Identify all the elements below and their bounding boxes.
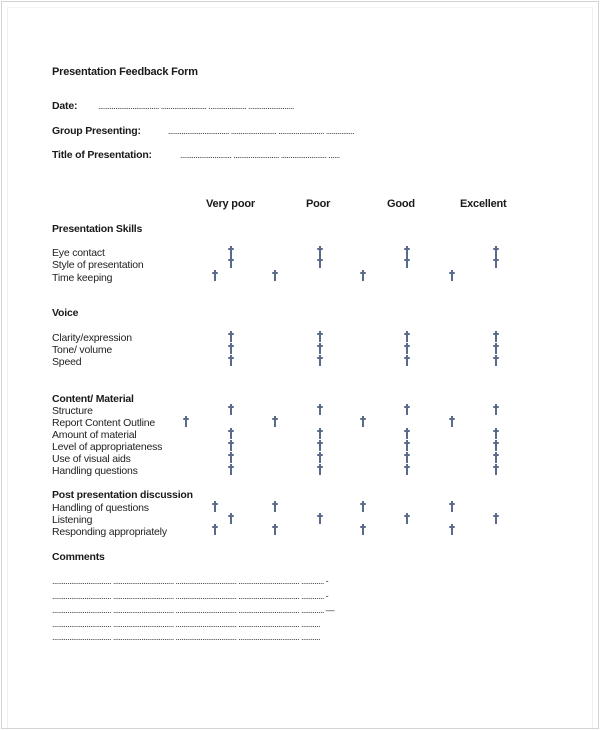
comment-line[interactable]: ............................... ................................ ................................ ................................ .......... [52, 632, 320, 642]
rating-mark-icon[interactable] [493, 404, 499, 416]
section-voice: Voice [52, 307, 79, 319]
item-responding-appropriately: Responding appropriately [52, 526, 167, 538]
rating-mark-icon[interactable] [228, 331, 234, 343]
rating-mark-icon[interactable] [228, 464, 234, 476]
date-label: Date: [52, 100, 78, 112]
comment-line[interactable]: ............................... ................................ ................................ ................................ ............ - [52, 591, 329, 601]
rating-mark-icon[interactable] [317, 428, 323, 440]
rating-mark-icon[interactable] [404, 355, 410, 367]
page-margin-left [7, 7, 8, 728]
item-eye-contact: Eye contact [52, 247, 105, 259]
comment-line[interactable]: ............................... ................................ ................................ ................................ ............ — [52, 605, 335, 615]
column-poor: Poor [306, 198, 331, 210]
rating-mark-icon[interactable] [404, 513, 410, 525]
item-level-of-appropriateness: Level of appropriateness [52, 441, 163, 453]
rating-mark-icon[interactable] [212, 524, 218, 536]
page-margin-top [7, 7, 593, 8]
rating-mark-icon[interactable] [449, 501, 455, 513]
rating-mark-icon[interactable] [272, 416, 278, 428]
item-structure: Structure [52, 405, 93, 417]
rating-mark-icon[interactable] [404, 452, 410, 464]
rating-mark-icon[interactable] [272, 270, 278, 282]
group-presenting-field[interactable]: ................................ ........................ ........................ ............... [168, 126, 355, 136]
form-title: Presentation Feedback Form [52, 66, 198, 78]
rating-mark-icon[interactable] [493, 452, 499, 464]
rating-mark-icon[interactable] [493, 343, 499, 355]
section-content-material: Content/ Material [52, 393, 134, 405]
comment-line[interactable]: ............................... ................................ ................................ ................................ .......... [52, 619, 320, 629]
item-style-of-presentation: Style of presentation [52, 259, 144, 271]
rating-mark-icon[interactable] [493, 464, 499, 476]
rating-mark-icon[interactable] [404, 464, 410, 476]
rating-mark-icon[interactable] [493, 355, 499, 367]
rating-mark-icon[interactable] [493, 428, 499, 440]
rating-mark-icon[interactable] [212, 501, 218, 513]
page-margin-right [592, 7, 593, 728]
rating-mark-icon[interactable] [228, 257, 234, 269]
rating-mark-icon[interactable] [272, 524, 278, 536]
item-handling-of-questions: Handling of questions [52, 502, 149, 514]
rating-mark-icon[interactable] [228, 343, 234, 355]
rating-mark-icon[interactable] [317, 343, 323, 355]
rating-mark-icon[interactable] [493, 257, 499, 269]
rating-mark-icon[interactable] [212, 270, 218, 282]
rating-mark-icon[interactable] [493, 513, 499, 525]
section-presentation-skills: Presentation Skills [52, 223, 143, 235]
rating-mark-icon[interactable] [317, 355, 323, 367]
item-handling-questions: Handling questions [52, 465, 138, 477]
comments-heading: Comments [52, 551, 105, 563]
rating-mark-icon[interactable] [228, 428, 234, 440]
rating-mark-icon[interactable] [360, 501, 366, 513]
item-time-keeping: Time keeping [52, 272, 113, 284]
item-clarity-expression: Clarity/expression [52, 332, 132, 344]
column-very-poor: Very poor [206, 198, 255, 210]
rating-mark-icon[interactable] [272, 501, 278, 513]
rating-mark-icon[interactable] [449, 270, 455, 282]
column-excellent: Excellent [460, 198, 507, 210]
rating-mark-icon[interactable] [360, 416, 366, 428]
rating-mark-icon[interactable] [228, 404, 234, 416]
rating-mark-icon[interactable] [228, 440, 234, 452]
rating-mark-icon[interactable] [183, 416, 189, 428]
rating-mark-icon[interactable] [404, 428, 410, 440]
rating-mark-icon[interactable] [449, 416, 455, 428]
rating-mark-icon[interactable] [228, 513, 234, 525]
rating-mark-icon[interactable] [317, 513, 323, 525]
rating-mark-icon[interactable] [404, 331, 410, 343]
rating-mark-icon[interactable] [317, 331, 323, 343]
item-report-content-outline: Report Content Outline [52, 417, 155, 429]
rating-mark-icon[interactable] [317, 257, 323, 269]
column-good: Good [387, 198, 415, 210]
rating-mark-icon[interactable] [317, 452, 323, 464]
rating-mark-icon[interactable] [228, 452, 234, 464]
rating-mark-icon[interactable] [404, 343, 410, 355]
rating-mark-icon[interactable] [228, 355, 234, 367]
item-listening: Listening [52, 514, 93, 526]
rating-mark-icon[interactable] [493, 440, 499, 452]
item-use-of-visual-aids: Use of visual aids [52, 453, 131, 465]
rating-mark-icon[interactable] [404, 404, 410, 416]
rating-mark-icon[interactable] [317, 464, 323, 476]
rating-mark-icon[interactable] [360, 270, 366, 282]
rating-mark-icon[interactable] [317, 440, 323, 452]
section-post-presentation-discussion: Post presentation discussion [52, 489, 193, 501]
rating-mark-icon[interactable] [404, 257, 410, 269]
rating-mark-icon[interactable] [360, 524, 366, 536]
comment-line[interactable]: ............................... ................................ ................................ ................................ ............ - [52, 576, 329, 586]
rating-mark-icon[interactable] [493, 331, 499, 343]
item-speed: Speed [52, 356, 82, 368]
rating-mark-icon[interactable] [404, 440, 410, 452]
item-tone-volume: Tone/ volume [52, 344, 113, 356]
date-field[interactable]: ................................ ........................ .................... ........................ [98, 101, 294, 111]
title-of-presentation-label: Title of Presentation: [52, 149, 152, 161]
rating-mark-icon[interactable] [449, 524, 455, 536]
group-presenting-label: Group Presenting: [52, 125, 141, 137]
title-of-presentation-field[interactable]: ........................... ........................ ........................ ...... [180, 150, 340, 160]
rating-mark-icon[interactable] [317, 404, 323, 416]
item-amount-of-material: Amount of material [52, 429, 137, 441]
